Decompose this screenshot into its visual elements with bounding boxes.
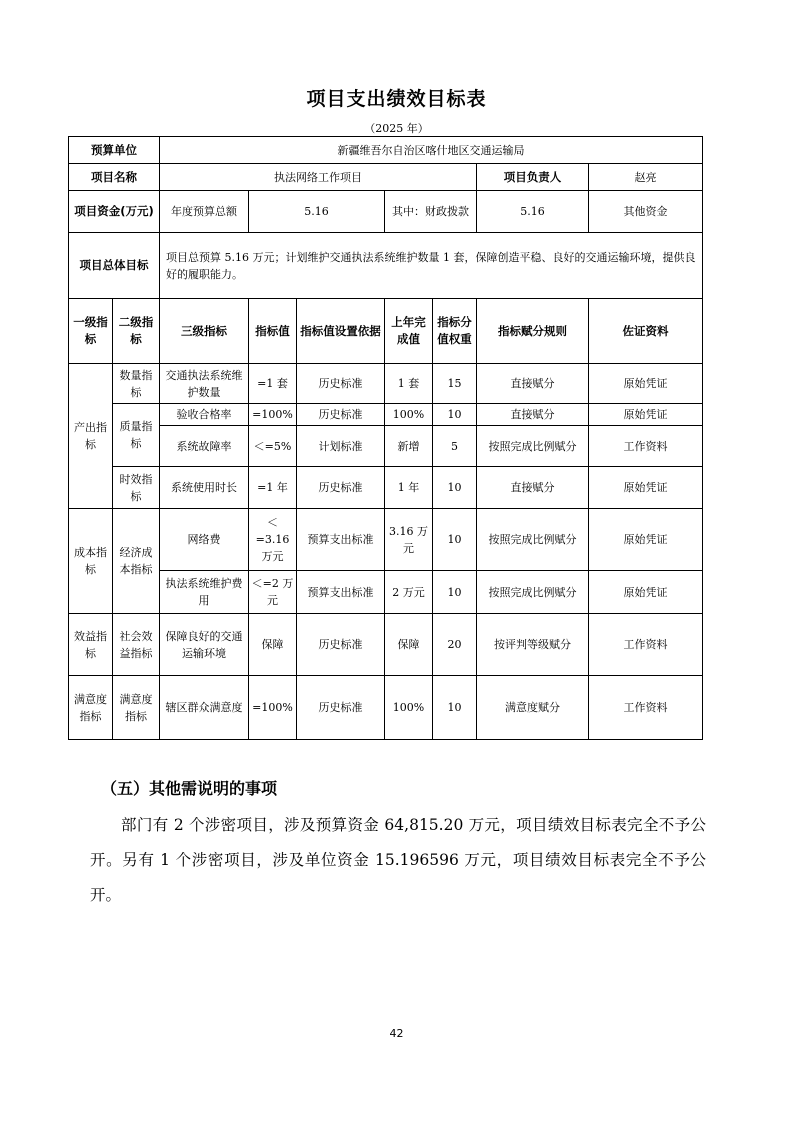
row-indicator-name: 系统故障率 — [160, 426, 249, 467]
row-rule: 按评判等级赋分 — [477, 614, 589, 676]
row-indicator-value: =1 年 — [249, 467, 297, 509]
fiscal-allocation-label: 其中：财政拨款 — [385, 191, 477, 233]
row-indicator-basis: 历史标准 — [297, 404, 385, 426]
row-indicator-value: 保障 — [249, 614, 297, 676]
level1-benefit: 效益指标 — [69, 614, 113, 676]
table-year: （2025 年） — [364, 122, 429, 135]
row-last-year: 保障 — [385, 614, 433, 676]
performance-target-table — [68, 136, 703, 740]
table-row — [69, 571, 703, 614]
row-indicator-name: 交通执法系统维护数量 — [160, 364, 249, 404]
header-level1: 一级指标 — [69, 299, 113, 364]
section-heading: （五）其他需说明的事项 — [101, 779, 278, 798]
row-evidence: 原始凭证 — [589, 364, 703, 404]
unit-row — [69, 137, 703, 164]
other-funds-label: 其他资金 — [589, 191, 703, 233]
header-rule: 指标赋分规则 — [477, 299, 589, 364]
row-indicator-value: ＜=5% — [249, 426, 297, 467]
header-last-year: 上年完成值 — [385, 299, 433, 364]
row-evidence: 工作资料 — [589, 676, 703, 740]
row-rule: 按照完成比例赋分 — [477, 426, 589, 467]
row-rule: 按照完成比例赋分 — [477, 509, 589, 571]
row-evidence: 原始凭证 — [589, 571, 703, 614]
level2-economic: 经济成本指标 — [113, 509, 160, 614]
row-rule: 直接赋分 — [477, 364, 589, 404]
row-rule: 直接赋分 — [477, 404, 589, 426]
header-weight: 指标分值权重 — [433, 299, 477, 364]
row-last-year: 1 套 — [385, 364, 433, 404]
row-indicator-basis: 历史标准 — [297, 467, 385, 509]
level2-quantity: 数量指标 — [113, 364, 160, 404]
row-indicator-basis: 预算支出标准 — [297, 571, 385, 614]
row-weight: 10 — [433, 467, 477, 509]
row-indicator-value: =1 套 — [249, 364, 297, 404]
row-last-year: 1 年 — [385, 467, 433, 509]
row-last-year: 2 万元 — [385, 571, 433, 614]
level1-output: 产出指标 — [69, 364, 113, 509]
goal-label: 项目总体目标 — [69, 233, 160, 299]
row-indicator-value: =100% — [249, 404, 297, 426]
table-row — [69, 467, 703, 509]
project-row — [69, 164, 703, 191]
row-indicator-value: =100% — [249, 676, 297, 740]
header-level3: 三级指标 — [160, 299, 249, 364]
row-indicator-basis: 计划标准 — [297, 426, 385, 467]
row-weight: 10 — [433, 404, 477, 426]
section-paragraph: 部门有 2 个涉密项目，涉及预算资金 64,815.20 万元，项目绩效目标表完全不予公开。另有 1 个涉密项目，涉及单位资金 15.196596 万元，项目绩效目标表完全不予公开。 — [90, 816, 706, 904]
row-evidence: 原始凭证 — [589, 404, 703, 426]
header-level2: 二级指标 — [113, 299, 160, 364]
goal-row — [69, 233, 703, 299]
goal-text: 项目总预算 5.16 万元；计划维护交通执法系统维护数量 1 套，保障创造平稳、良好的交通运输环境，提供良好的履职能力。 — [160, 233, 703, 299]
row-weight: 5 — [433, 426, 477, 467]
project-owner-value: 赵亮 — [589, 164, 703, 191]
row-evidence: 原始凭证 — [589, 509, 703, 571]
row-weight: 10 — [433, 509, 477, 571]
level2-satisfaction: 满意度指标 — [113, 676, 160, 740]
level2-social: 社会效益指标 — [113, 614, 160, 676]
page-number: 42 — [389, 1027, 404, 1040]
funds-label: 项目资金(万元) — [69, 191, 160, 233]
header-value: 指标值 — [249, 299, 297, 364]
row-indicator-name: 保障良好的交通运输环境 — [160, 614, 249, 676]
row-rule: 按照完成比例赋分 — [477, 571, 589, 614]
row-indicator-value: ＜=3.16 万元 — [249, 509, 297, 571]
row-indicator-value: ＜=2 万元 — [249, 571, 297, 614]
row-evidence: 原始凭证 — [589, 467, 703, 509]
row-rule: 满意度赋分 — [477, 676, 589, 740]
table-row — [69, 426, 703, 467]
level2-quality: 质量指标 — [113, 404, 160, 467]
row-weight: 10 — [433, 571, 477, 614]
project-owner-label: 项目负责人 — [477, 164, 589, 191]
row-weight: 10 — [433, 676, 477, 740]
row-last-year: 100% — [385, 676, 433, 740]
level1-satisfaction: 满意度指标 — [69, 676, 113, 740]
row-last-year: 3.16 万元 — [385, 509, 433, 571]
row-indicator-basis: 预算支出标准 — [297, 509, 385, 571]
row-indicator-basis: 历史标准 — [297, 676, 385, 740]
row-evidence: 工作资料 — [589, 614, 703, 676]
fiscal-allocation-value: 5.16 — [477, 191, 589, 233]
row-evidence: 工作资料 — [589, 426, 703, 467]
table-row — [69, 404, 703, 426]
page-title: 项目支出绩效目标表 — [306, 88, 487, 110]
table-row — [69, 676, 703, 740]
table-row — [69, 364, 703, 404]
level2-timeliness: 时效指标 — [113, 467, 160, 509]
project-name-label: 项目名称 — [69, 164, 160, 191]
row-weight: 15 — [433, 364, 477, 404]
row-indicator-basis: 历史标准 — [297, 364, 385, 404]
unit-label: 预算单位 — [69, 137, 160, 164]
row-indicator-name: 系统使用时长 — [160, 467, 249, 509]
row-last-year: 100% — [385, 404, 433, 426]
row-indicator-basis: 历史标准 — [297, 614, 385, 676]
row-indicator-name: 执法系统维护费用 — [160, 571, 249, 614]
level1-cost: 成本指标 — [69, 509, 113, 614]
row-weight: 20 — [433, 614, 477, 676]
table-row — [69, 509, 703, 571]
row-last-year: 新增 — [385, 426, 433, 467]
unit-value: 新疆维吾尔自治区喀什地区交通运输局 — [160, 137, 703, 164]
header-row — [69, 299, 703, 364]
row-indicator-name: 验收合格率 — [160, 404, 249, 426]
funds-row — [69, 191, 703, 233]
header-evidence: 佐证资料 — [589, 299, 703, 364]
row-rule: 直接赋分 — [477, 467, 589, 509]
table-row — [69, 614, 703, 676]
row-indicator-name: 网络费 — [160, 509, 249, 571]
annual-budget-label: 年度预算总额 — [160, 191, 249, 233]
annual-budget-value: 5.16 — [249, 191, 385, 233]
header-basis: 指标值设置依据 — [297, 299, 385, 364]
project-name-value: 执法网络工作项目 — [160, 164, 477, 191]
row-indicator-name: 辖区群众满意度 — [160, 676, 249, 740]
